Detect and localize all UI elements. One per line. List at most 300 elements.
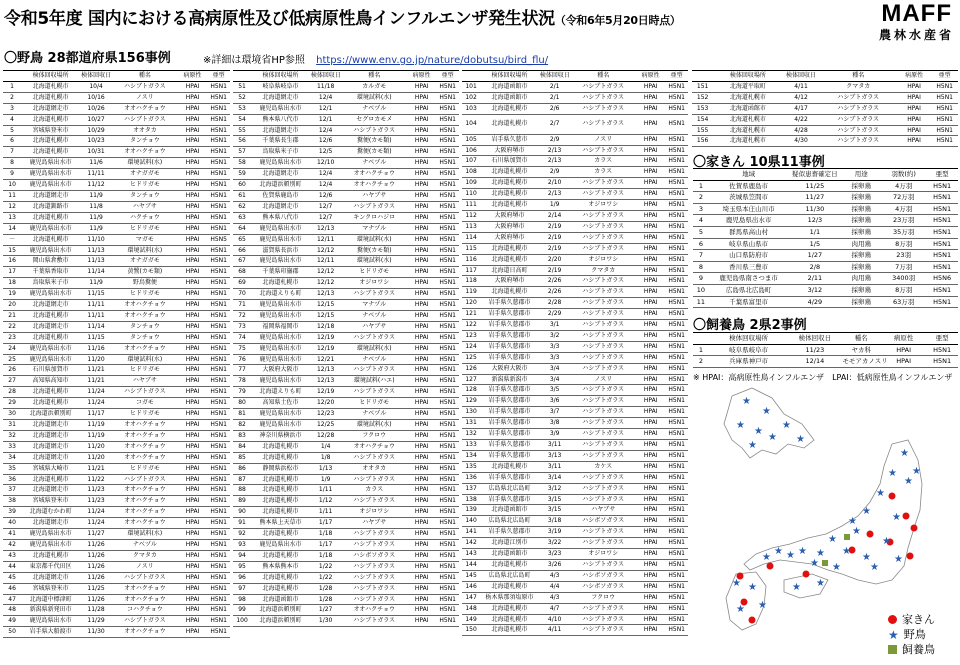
table-cell: H5N1 [665, 418, 688, 429]
table-cell: H5N1 [207, 278, 230, 289]
table-cell: オオハクチョウ [112, 147, 178, 158]
table-cell: H5N1 [665, 309, 688, 320]
table-cell: HPAI [178, 518, 208, 529]
table-cell: ヤカ科 [841, 344, 881, 356]
table-cell: 12/4 [310, 92, 342, 103]
table-cell: HPAI [407, 256, 436, 267]
maff-logo: MAFF [881, 0, 952, 27]
table-cell: ハヤブサ [341, 190, 407, 201]
table-cell: 4/11 [782, 81, 819, 92]
column-header: 亜型 [207, 71, 230, 82]
table-cell: オナガガモ [112, 169, 178, 180]
table-cell: 4/29 [788, 296, 841, 308]
table-cell: HPAI [407, 125, 436, 136]
table-row [233, 332, 459, 343]
table-cell: 55 [233, 125, 251, 136]
table-cell: H5N1 [436, 572, 459, 583]
table-cell: H5N1 [207, 550, 230, 561]
table-cell: 2/6 [539, 103, 571, 114]
table-cell: 11/21 [80, 376, 112, 387]
table-cell: 2/8 [788, 261, 841, 273]
table-cell: HPAI [636, 134, 665, 145]
table-cell: 鹿児島県出水市 [21, 169, 80, 180]
table-cell: 62 [233, 201, 251, 212]
table-cell: 5 [3, 125, 21, 136]
svg-text:★: ★ [748, 582, 757, 593]
table-cell: 北海道札幌市 [480, 243, 539, 254]
column-header: 検体回収場所 [480, 71, 539, 82]
table-cell: 35 [3, 463, 21, 474]
table-cell: オオハクチョウ [341, 169, 407, 180]
table-cell: 環境試料(水) [341, 234, 407, 245]
table-cell: 11/19 [80, 430, 112, 441]
table-row [462, 385, 688, 396]
table-row [462, 92, 688, 103]
table-cell: HPAI [178, 267, 208, 278]
table-cell: H5N1 [436, 92, 459, 103]
table-cell: 北海道札幌市 [21, 147, 80, 158]
column-header: 検体回収日 [788, 333, 841, 345]
table-cell: オオハクチョウ [112, 441, 178, 452]
table-cell: 北海道札幌市 [21, 81, 80, 92]
table-cell: HPAI [636, 265, 665, 276]
table-cell: HPAI [178, 452, 208, 463]
table-cell: ハシブトガラス [341, 539, 407, 550]
table-cell: 神奈川県横浜市 [251, 430, 310, 441]
table-cell: H5N1 [931, 103, 958, 114]
table-cell: ハシブトガラス [341, 365, 407, 376]
table-cell: 北海道札幌市 [21, 387, 80, 398]
table-cell: H5N1 [436, 616, 459, 627]
poultry-heading: 〇家きん 10県11事例 [693, 155, 825, 170]
column-header: 病原性 [897, 71, 932, 82]
table-cell: HPAI [178, 376, 208, 387]
table-cell: 新潟県新潟市 [480, 374, 539, 385]
table-cell: H5N1 [665, 516, 688, 527]
table-row [462, 232, 688, 243]
table-cell: 5 [693, 226, 709, 238]
table-cell: マナヅル [341, 223, 407, 234]
table-cell: H5N1 [207, 430, 230, 441]
table-cell: H5N1 [665, 134, 688, 145]
table-cell: 12/19 [310, 387, 342, 398]
table-cell: 環境試料(水) [112, 354, 178, 365]
table-row [462, 243, 688, 254]
table-cell: HPAI [178, 409, 208, 420]
legend-wild-label: 野鳥 [903, 628, 926, 641]
svg-text:★: ★ [754, 426, 763, 437]
table-cell: ハシブトガラス [820, 92, 897, 103]
table-cell: 3/12 [539, 483, 571, 494]
table-cell: ハシブトガラス [341, 289, 407, 300]
table-cell: 北海道札幌市 [480, 559, 539, 570]
table-cell: 23万羽 [881, 215, 926, 227]
table-row [462, 549, 688, 560]
table-cell: H5N1 [926, 215, 958, 227]
table-row [3, 245, 230, 256]
table-cell: H5N1 [436, 103, 459, 114]
table-cell: 79 [233, 387, 251, 398]
table-cell: H5N1 [207, 289, 230, 300]
table-cell: HPAI [407, 190, 436, 201]
table-cell: 104 [462, 114, 480, 134]
table-cell: HPAI [407, 114, 436, 125]
table-cell: H5N1 [207, 245, 230, 256]
table-cell: カケス [570, 461, 636, 472]
table-cell: HPAI [636, 103, 665, 114]
table-cell: 2/1 [539, 92, 571, 103]
table-cell: オオハクチョウ [112, 430, 178, 441]
table-cell: H5N1 [926, 226, 958, 238]
table-cell: HPAI [636, 330, 665, 341]
table-cell: H5N1 [436, 420, 459, 431]
table-cell: 146 [462, 581, 480, 592]
table-cell: HPAI [407, 147, 436, 158]
table-cell: 2/13 [539, 189, 571, 200]
table-cell: 3400羽 [881, 273, 926, 285]
table-cell: 15 [3, 245, 21, 256]
table-cell: 12/12 [310, 267, 342, 278]
table-row [462, 81, 688, 92]
table-cell: HPAI [636, 472, 665, 483]
svg-text:★: ★ [862, 506, 871, 517]
table-cell: HPAI [636, 407, 665, 418]
column-header: 病原性 [407, 71, 436, 82]
table-cell: HPAI [407, 103, 436, 114]
table-cell: 北海道網走市 [251, 92, 310, 103]
table-cell: H5N1 [207, 158, 230, 169]
table-cell: 北海道網走市 [21, 572, 80, 583]
table-cell: 北海道網走市 [21, 430, 80, 441]
table-cell: 12/13 [310, 365, 342, 376]
table-cell: 9 [693, 273, 709, 285]
table-cell: 12/12 [310, 278, 342, 289]
table-cell: 鹿児島県出水市 [251, 103, 310, 114]
svg-text:★: ★ [736, 420, 745, 431]
table-cell: 11/25 [80, 583, 112, 594]
table-cell: 11/15 [80, 289, 112, 300]
table-cell: ノスリ [570, 374, 636, 385]
table-cell: 高知県高知市 [21, 376, 80, 387]
table-cell: 113 [462, 221, 480, 232]
table-cell: 千葉県富里市 [709, 296, 789, 308]
table-row [3, 147, 230, 158]
table-row [3, 234, 230, 245]
table-cell: 北海道網走市 [21, 103, 80, 114]
table-row [462, 450, 688, 461]
table-cell: 岩手県久慈郡市 [480, 385, 539, 396]
table-cell: HPAI [897, 92, 932, 103]
table-cell: 40 [3, 518, 21, 529]
table-cell: 宮城県大崎市 [21, 463, 80, 474]
table-cell: H5N1 [665, 178, 688, 189]
table-cell: 鹿児島県出水市 [21, 245, 80, 256]
table-cell: H5N1 [931, 92, 958, 103]
table-cell: オオハクチョウ [341, 180, 407, 191]
table-cell: 1/11 [310, 507, 342, 518]
table-cell: H5N1 [665, 298, 688, 309]
table-cell: 北海道札幌市 [480, 167, 539, 178]
table-cell: 12/14 [788, 356, 841, 368]
table-row [233, 409, 459, 420]
table-cell: 熊本県熊本市 [251, 561, 310, 572]
table-cell: 北海道浜頓別町 [251, 180, 310, 191]
table-cell: ハシブトガラス [570, 494, 636, 505]
table-cell: 4/10 [539, 614, 571, 625]
table-cell: HPAI [178, 245, 208, 256]
table-cell: 2/19 [539, 265, 571, 276]
table-cell: 11/9 [80, 278, 112, 289]
table-cell: H5N1 [665, 145, 688, 156]
table-cell: 11/26 [80, 550, 112, 561]
table-cell: HPAI [636, 221, 665, 232]
table-cell: 35万羽 [881, 226, 926, 238]
table-row [233, 354, 459, 365]
table-cell: 熊本県上天草市 [251, 518, 310, 529]
table-row [233, 485, 459, 496]
table-row [693, 284, 958, 296]
table-cell: オジロワシ [570, 254, 636, 265]
table-cell: H5N1 [665, 352, 688, 363]
table-cell: タンチョウ [112, 190, 178, 201]
table-cell: HPAI [407, 529, 436, 540]
svg-text:★: ★ [894, 554, 903, 565]
svg-text:★: ★ [892, 512, 901, 523]
table-cell: オオハクチョウ [112, 310, 178, 321]
table-cell: HPAI [636, 527, 665, 538]
table-cell: 3/18 [539, 516, 571, 527]
table-cell: 北海道札幌市 [21, 398, 80, 409]
table-cell: HPAI [178, 420, 208, 431]
table-cell: H5N1 [436, 550, 459, 561]
table-cell: 91 [233, 518, 251, 529]
table-cell: H5N1 [436, 234, 459, 245]
table-cell: 124 [462, 341, 480, 352]
table-cell: HPAI [636, 341, 665, 352]
table-cell: ハシブトガラス [570, 276, 636, 287]
table-cell: 岩手県久慈郡市 [480, 396, 539, 407]
table-cell: タンチョウ [112, 136, 178, 147]
table-cell: 11/26 [80, 561, 112, 572]
table-cell: 北海道札幌市 [21, 332, 80, 343]
table-row [462, 505, 688, 516]
table-cell: 3/9 [539, 429, 571, 440]
table-cell: HPAI [178, 354, 208, 365]
table-cell: 2/26 [539, 276, 571, 287]
table-cell: H5N1 [436, 365, 459, 376]
svg-text:★: ★ [900, 448, 909, 459]
table-row [462, 440, 688, 451]
table-row [693, 356, 958, 368]
table-cell: HPAI [407, 289, 436, 300]
table-cell: 鹿児島県出水市 [21, 343, 80, 354]
table-cell: HPAI [178, 147, 208, 158]
legend-captive-label: 飼養鳥 [902, 643, 935, 656]
table-cell: 12/5 [310, 147, 342, 158]
table-cell: 鹿児島県出水市 [251, 332, 310, 343]
table-cell: 熊本県八代市 [251, 114, 310, 125]
table-cell: HPAI [407, 594, 436, 605]
table-cell: 139 [462, 505, 480, 516]
table-cell: 2/7 [539, 114, 571, 134]
table-cell: H5N1 [665, 374, 688, 385]
column-header: 種名 [841, 333, 881, 345]
table-cell: H5N1 [436, 594, 459, 605]
table-cell: 12/11 [310, 256, 342, 267]
table-cell: HPAI [407, 387, 436, 398]
table-cell: 12/25 [310, 420, 342, 431]
table-cell: 3/7 [539, 407, 571, 418]
table-cell: 58 [233, 158, 251, 169]
table-cell: H5N1 [207, 387, 230, 398]
table-cell: HPAI [178, 343, 208, 354]
table-cell: 兵庫県神戸市 [709, 356, 789, 368]
table-cell: 150 [462, 625, 480, 636]
table-cell: HPAI [407, 376, 436, 387]
table-row [462, 483, 688, 494]
table-cell: ハシブトガラス [570, 418, 636, 429]
table-cell: 4万羽 [881, 180, 926, 192]
table-cell: 44 [3, 561, 21, 572]
table-cell: H5N1 [665, 103, 688, 114]
table-cell: 147 [462, 592, 480, 603]
table-cell: 47 [3, 594, 21, 605]
table-row [3, 223, 230, 234]
table-cell: 19 [3, 289, 21, 300]
table-cell: HPAI [636, 592, 665, 603]
table-cell: 鳥取県米子市 [251, 147, 310, 158]
table-cell: 11/6 [80, 158, 112, 169]
table-cell: マナヅル [341, 300, 407, 311]
table-cell: 岐阜県岐阜市 [251, 81, 310, 92]
table-cell: 1/27 [310, 605, 342, 616]
table-cell: H5N1 [207, 136, 230, 147]
table-cell: 11/20 [80, 441, 112, 452]
table-cell: HPAI [636, 429, 665, 440]
table-cell: 北海道網走市 [21, 452, 80, 463]
table-cell: HPAI [636, 603, 665, 614]
table-cell: 鹿児島県出水市 [251, 343, 310, 354]
table-cell: 北海道札幌市 [480, 178, 539, 189]
table-row [462, 200, 688, 211]
table-row [233, 169, 459, 180]
table-cell: H5N1 [436, 278, 459, 289]
table-cell: 北海道札幌市 [251, 507, 310, 518]
table-cell: ハヤブサ [112, 376, 178, 387]
table-cell: H5N1 [436, 387, 459, 398]
table-cell: 67 [233, 256, 251, 267]
table-cell: 49 [3, 616, 21, 627]
table-row [693, 250, 958, 262]
table-row [3, 92, 230, 103]
table-cell: 114 [462, 232, 480, 243]
table-row [233, 507, 459, 518]
table-cell: 137 [462, 483, 480, 494]
table-cell: HPAI [636, 298, 665, 309]
table-cell: HPAI [407, 300, 436, 311]
table-cell: 57 [233, 147, 251, 158]
table-cell: H5N1 [207, 398, 230, 409]
table-cell: 2/9 [539, 134, 571, 145]
table-cell: 52 [233, 92, 251, 103]
table-cell: 61 [233, 190, 251, 201]
table-cell: 4/12 [782, 92, 819, 103]
wild-star-icon: ★ [888, 627, 899, 642]
table-row [233, 452, 459, 463]
table-row [3, 583, 230, 594]
table-cell: オオタカ [341, 463, 407, 474]
table-cell: HPAI [407, 278, 436, 289]
svg-text:★: ★ [758, 600, 767, 611]
table-cell: H5N1 [207, 310, 230, 321]
table-cell: ハシブトガラス [570, 440, 636, 451]
table-cell: ハシブトガラス [570, 341, 636, 352]
table-cell: ハシボソガラス [570, 581, 636, 592]
table-cell: 鹿児島県出水市 [21, 616, 80, 627]
table-cell: 1/4 [310, 441, 342, 452]
table-cell: 11/11 [80, 300, 112, 311]
table-cell: 鹿児島県出水市 [251, 354, 310, 365]
table-cell: クマタカ [570, 265, 636, 276]
table-cell: HPAI [407, 201, 436, 212]
legend-wild [888, 627, 935, 642]
table-cell: H5N1 [665, 189, 688, 200]
table-row [462, 559, 688, 570]
table-row [462, 625, 688, 636]
table-cell: ヒドリガモ [341, 267, 407, 278]
table-cell: 北海道網走市 [251, 125, 310, 136]
table-cell: 3/14 [539, 472, 571, 483]
column-header: 地域 [709, 169, 789, 181]
table-cell: HPAI [407, 169, 436, 180]
table-cell: H5N1 [436, 561, 459, 572]
table-cell: 96 [233, 572, 251, 583]
table-cell: 12/3 [788, 215, 841, 227]
table-row [462, 494, 688, 505]
table-row [462, 570, 688, 581]
table-cell: ヒドリガモ [112, 289, 178, 300]
table-cell: 岩手県大船渡市 [21, 627, 80, 638]
table-cell: 鹿児島県出水市 [251, 539, 310, 550]
table-cell: H5N1 [665, 114, 688, 134]
table-cell: 北海道札幌市 [480, 200, 539, 211]
table-cell: 33 [3, 441, 21, 452]
table-cell: HPAI [178, 223, 208, 234]
table-cell: オオハクチョウ [112, 300, 178, 311]
table-cell: 北海道札幌市 [713, 114, 782, 125]
table-cell: 2 [693, 356, 709, 368]
table-cell: H5N1 [436, 289, 459, 300]
table-cell: H5N1 [436, 169, 459, 180]
table-cell: 16 [3, 256, 21, 267]
table-cell: HPAI [178, 605, 208, 616]
table-cell: HPAI [407, 605, 436, 616]
table-cell: 149 [462, 614, 480, 625]
table-cell: 127 [462, 374, 480, 385]
table-row [233, 321, 459, 332]
table-cell: 11/19 [80, 420, 112, 431]
table-cell: カルガモ [341, 81, 407, 92]
table-cell: HPAI [407, 136, 436, 147]
table-cell: 北海道札幌市 [251, 452, 310, 463]
table-cell: 岩手県久慈郡市 [480, 320, 539, 331]
table-row [3, 158, 230, 169]
table-row [3, 507, 230, 518]
table-cell: タンチョウ [112, 332, 178, 343]
env-ministry-link[interactable]: https://www.env.go.jp/nature/dobutsu/bird_flu/ [316, 55, 549, 66]
table-cell: HPAI [407, 496, 436, 507]
table-cell: 採卵鶏 [841, 203, 881, 215]
